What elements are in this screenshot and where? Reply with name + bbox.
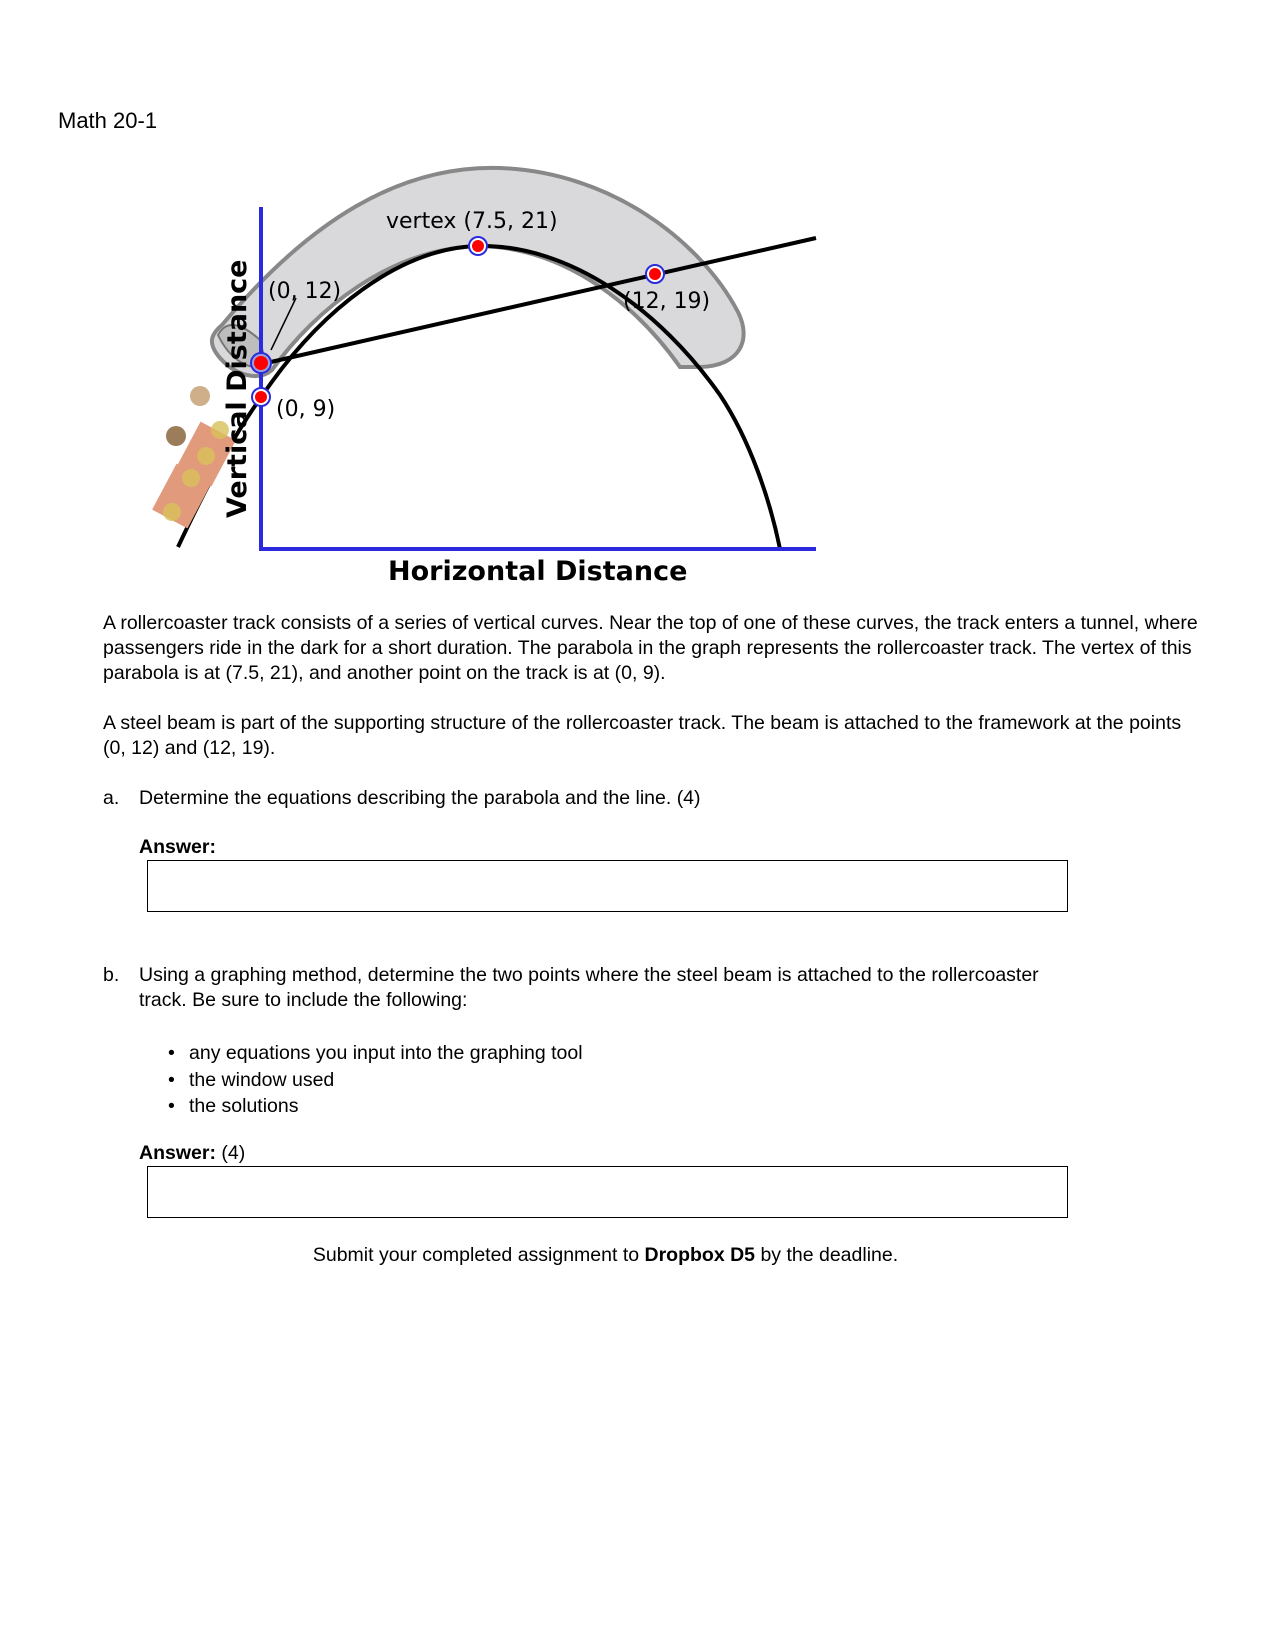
point-0-12 [251,353,271,373]
problem-paragraph-1: A rollercoaster track consists of a series of vertical curves. Near the top of one of these curves, the track enters a tunnel, where passengers ride in the dark for a short duration. The parabola in the graph represents the rollercoaster track. The vertex of this parabola is at (7.5, 21), and another point on the track is at (0, 9). [103,612,1198,684]
bullet-item: • the window used [168,1067,583,1094]
rollercoaster-diagram [140,160,860,600]
label-12-19: (12, 19) [623,289,711,314]
point-vertex [469,237,487,255]
question-a-text: Determine the equations describing the parabola and the line. (4) [139,787,701,809]
question-a [103,787,701,810]
bullet-icon: • [168,1095,175,1117]
x-axis-label: Horizontal Distance [388,556,688,587]
bullet-icon: • [168,1042,175,1064]
answer-b-field[interactable] [147,1166,1068,1218]
answer-b-points: (4) [221,1142,246,1164]
point-12-19 [646,265,664,283]
question-b [103,963,1203,1013]
question-b-bullets [168,1040,583,1120]
label-0-12: (0, 12) [268,279,342,304]
question-b-text-2: track. Be sure to include the following: [139,989,468,1011]
label-0-9: (0, 9) [276,397,336,422]
answer-b-label: Answer: (4) [139,1142,246,1164]
answer-a-label: Answer: [139,836,216,858]
dropbox-name: Dropbox D5 [644,1244,756,1266]
bullet-item: • the solutions [168,1093,583,1120]
answer-a-field[interactable] [147,860,1068,912]
question-b-text-1: Using a graphing method, determine the two points where the steel beam is attached to the rollercoaster [139,964,1039,986]
submission-note: Submit your completed assignment to Dropbox D5 by the deadline. [312,1244,899,1266]
question-a-label: a. [103,787,120,809]
problem-paragraph-2: A steel beam is part of the supporting structure of the rollercoaster track. The beam is attached to the framework at the points (0, 12) and (12, 19). [103,712,1182,759]
bullet-icon: • [168,1068,175,1091]
y-axis-label: Vertical Distance [222,259,253,518]
course-title: Math 20-1 [58,108,158,133]
question-b-label: b. [103,964,120,986]
label-vertex: vertex (7.5, 21) [386,209,558,234]
point-0-9 [252,388,270,406]
bullet-item: • any equations you input into the graphing tool [168,1040,583,1067]
